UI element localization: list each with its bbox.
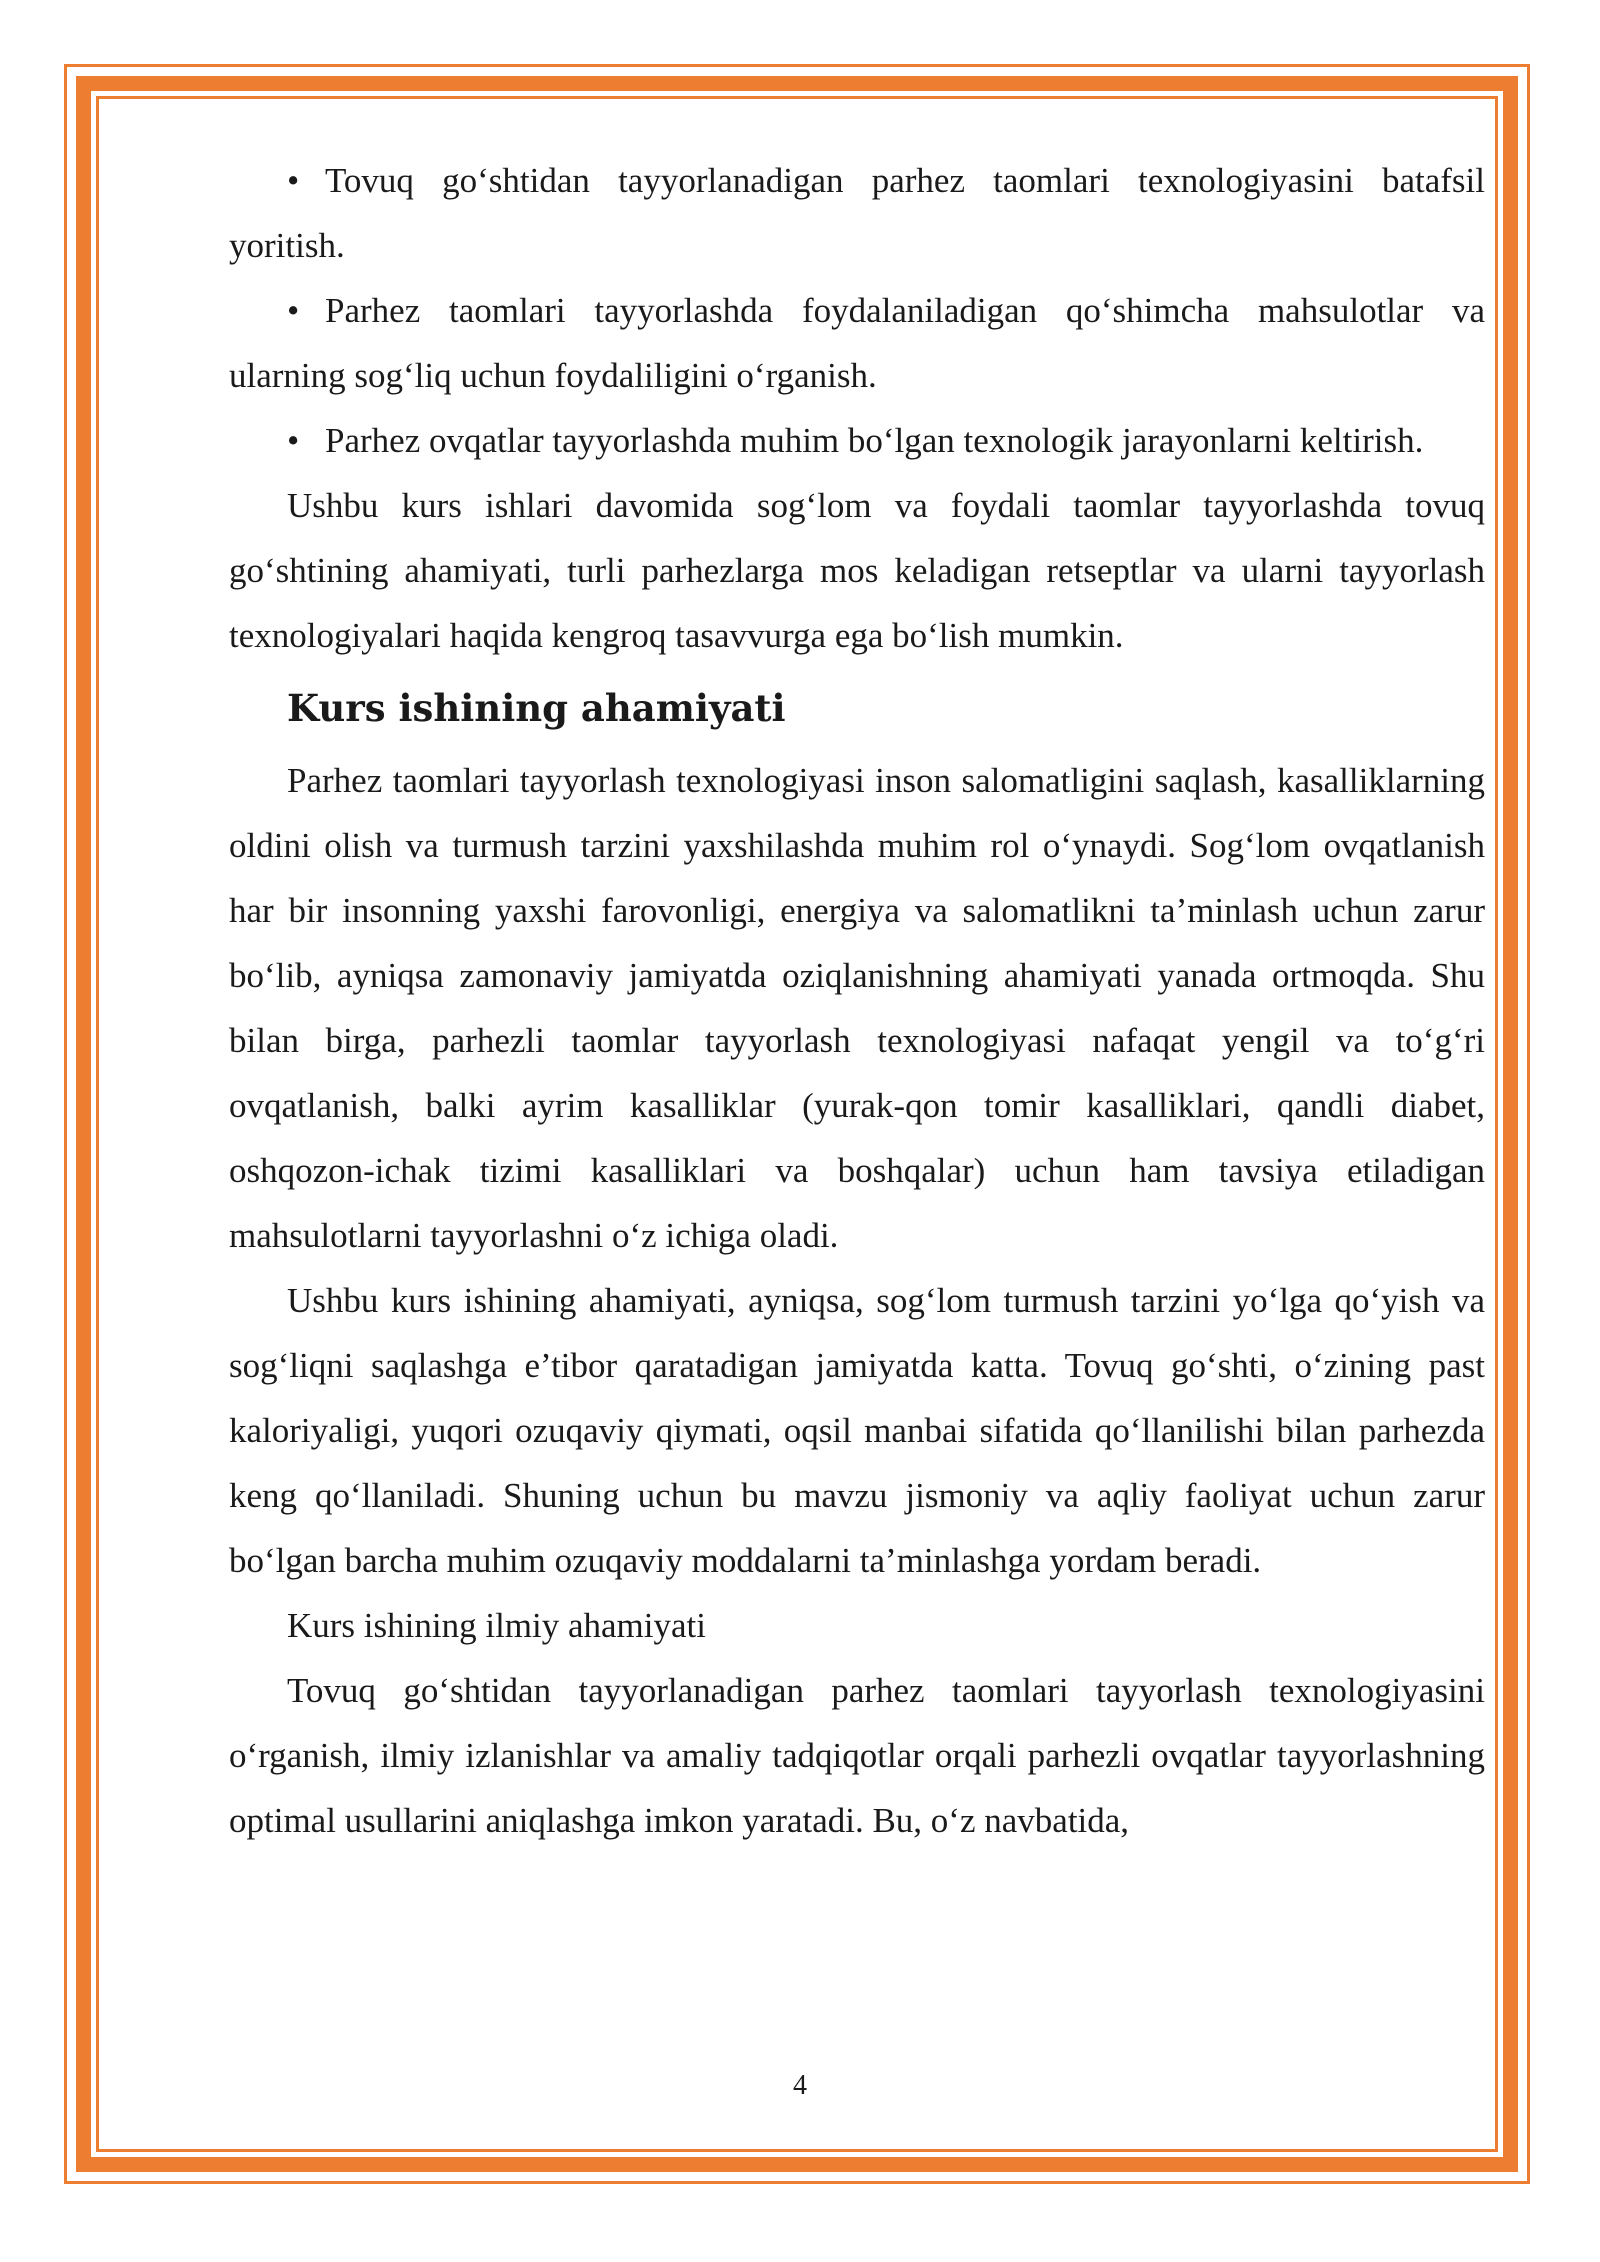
page-number: 4 [793,2070,807,2101]
body-paragraph: Ushbu kurs ishining ahamiyati, ayniqsa, sog‘lom turmush tarzini yo‘lga qo‘yish va sog‘liqni saqlashga e’tibor qaratadigan jamiyatda katta. Tovuq go‘shti, o‘zining past kaloriyaligi, yuqori ozuqaviy qiymati, oqsil manbai sifatida qo‘llanilishi bilan parhezda keng qo‘llaniladi. Shuning uchun bu mavzu jismoniy va aqliy faoliyat uchun zarur bo‘lgan barcha muhim ozuqaviy moddalarni ta’minlashga yordam beradi. [229,1281,1485,1580]
final-paragraph: Tovuq go‘shtidan tayyorlanadigan parhez taomlari tayyorlash texnologiyasini o‘rganish, ilmiy izlanishlar va amaliy tadqiqotlar orqali parhezli ovqatlar tayyorlashning optimal usullarini aniqlashga imkon yaratadi. Bu, o‘z navbatida, [229,1671,1485,1840]
bullet-text: Parhez ovqatlar tayyorlashda muhim bo‘lgan texnologik jarayonlarni keltirish. [325,421,1424,460]
bullet-icon: • [287,421,300,460]
section-heading: Kurs ishining ahamiyati [287,686,786,730]
bullet-item [229,278,1485,408]
document-body [229,148,1485,1853]
body-paragraph: Parhez taomlari tayyorlash texnologiyasi inson salomatligini saqlash, kasalliklarning oldini olish va turmush tarzini yaxshilashda muhim rol o‘ynaydi. Sog‘lom ovqatlanish har bir insonning yaxshi farovonligi, energiya va salomatlikni ta’minlash uchun zarur bo‘lib, ayniqsa zamonaviy jamiyatda oziqlanishning ahamiyati yanada ortmoqda. Shu bilan birga, parhezli taomlar tayyorlash texnologiyasi nafaqat yengil va to‘g‘ri ovqatlanish, balki ayrim kasalliklar (yurak-qon tomir kasalliklari, qandli diabet, oshqozon-ichak tizimi kasalliklari va boshqalar) uchun ham tavsiya etiladigan mahsulotlarni tayyorlashni o‘z ichiga oladi. [229,761,1485,1255]
bullet-icon: • [287,291,300,330]
bullet-item [229,408,1485,473]
bullet-text: Parhez taomlari tayyorlashda foydalaniladigan qo‘shimcha mahsulotlar va ularning sog‘liq uchun foydaliligini o‘rganish. [229,291,1485,395]
bullet-item [229,148,1485,278]
bullet-icon: • [287,161,300,200]
intro-paragraph: Ushbu kurs ishlari davomida sog‘lom va foydali taomlar tayyorlashda tovuq go‘shtining ahamiyati, turli parhezlarga mos keladigan retseptlar va ularni tayyorlash texnologiyalari haqida kengroq tasavvurga ega bo‘lish mumkin. [229,486,1485,655]
subheading: Kurs ishining ilmiy ahamiyati [287,1606,706,1645]
bullet-text: Tovuq go‘shtidan tayyorlanadigan parhez taomlari texnologiyasini batafsil yoritish. [229,161,1485,265]
